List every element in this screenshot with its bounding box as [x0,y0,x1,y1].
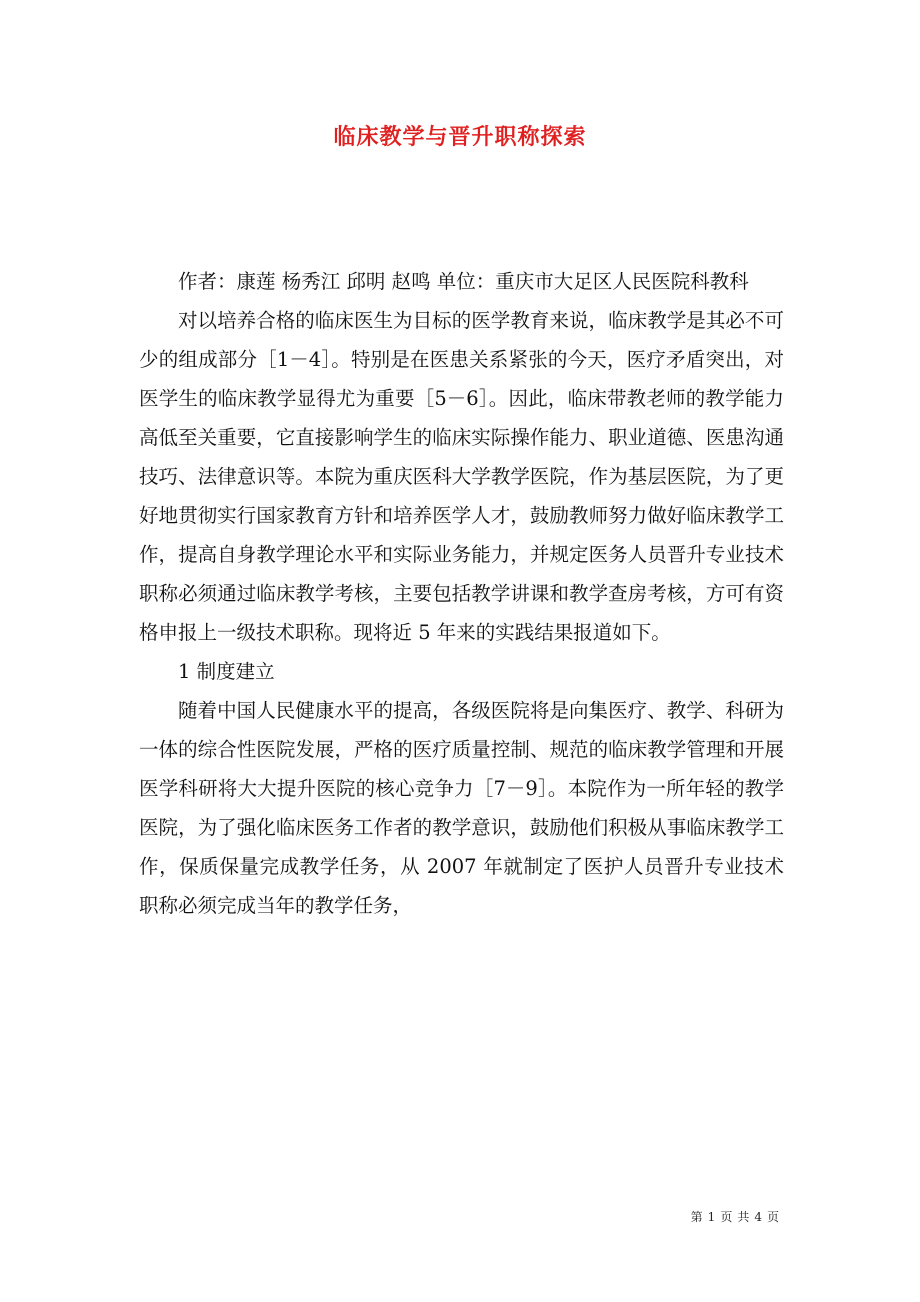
page-label-prefix: 第 [690,1210,704,1224]
page-label-mid1: 页 [720,1210,734,1224]
page-number-footer [689,1208,782,1225]
page-current: 1 [707,1210,717,1224]
page-label-suffix: 页 [766,1210,780,1224]
author-line: 作者：康莲 杨秀江 邱明 赵鸣 单位：重庆市大足区人民医院科教科 [178,270,749,293]
document-body [139,262,784,925]
page-total: 4 [754,1210,763,1224]
section-heading: 1 制度建立 [178,660,275,683]
document-title: 临床教学与晋升职称探索 [333,124,587,150]
section-paragraph: 随着中国人民健康水平的提高，各级医院将是向集医疗、教学、科研为一体的综合性医院发展，严格的医疗质量控制、规范的临床教学管理和开展医学科研将大大提升医院的核心竞争力［7－9］。本院作为一所年轻的教学医院，为了强化临床医务工作者的教学意识，鼓励他们积极从事临床教学工作，保质保量完成教学任务，从 2007 年就制定了医护人员晋升专业技术职称必须完成当年的教学任务， [139,699,784,917]
intro-paragraph: 对以培养合格的临床医生为目标的医学教育来说，临床教学是其必不可少的组成部分［1－4］。特别是在医患关系紧张的今天，医疗矛盾突出，对医学生的临床教学显得尤为重要［5－6］。因此，临床带教老师的教学能力高低至关重要，它直接影响学生的临床实际操作能力、职业道德、医患沟通技巧、法律意识等。本院为重庆医科大学教学医院，作为基层医院，为了更好地贯彻实行国家教育方针和培养医学人才，鼓励教师努力做好临床教学工作，提高自身教学理论水平和实际业务能力，并规定医务人员晋升专业技术职称必须通过临床教学考核，主要包括教学讲课和教学查房考核，方可有资格申报上一级技术职称。现将近 5 年来的实践结果报道如下。 [139,309,784,644]
page-label-mid2: 共 [737,1210,751,1224]
